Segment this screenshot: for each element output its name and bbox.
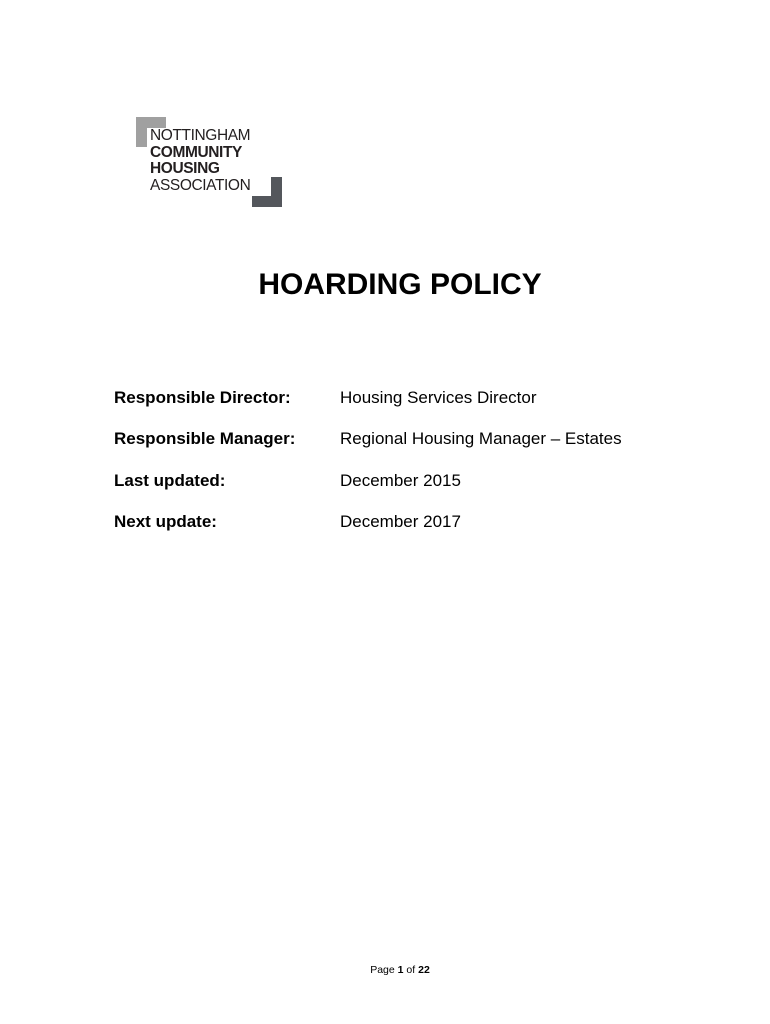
field-value: Housing Services Director <box>340 388 537 407</box>
logo-line-nottingham: NOTTINGHAM <box>150 127 251 144</box>
page-current: 1 <box>397 964 404 976</box>
field-label: Responsible Director: <box>114 388 291 407</box>
logo-line-association: ASSOCIATION <box>150 176 251 194</box>
field-value: Regional Housing Manager – Estates <box>340 429 622 448</box>
logo-line-community: COMMUNITY <box>150 143 242 161</box>
logo-bracket-bottom-right-horizontal <box>252 196 282 207</box>
field-value: December 2015 <box>340 471 461 490</box>
page-total: 22 <box>418 964 430 976</box>
logo-line-housing: HOUSING <box>150 160 220 177</box>
field-label: Next update: <box>114 512 217 531</box>
field-label: Last updated: <box>114 471 226 490</box>
nottingham-community-housing-logo <box>136 117 282 207</box>
page-prefix: Page <box>370 964 395 976</box>
page-of: of <box>406 964 416 976</box>
page-number-footer <box>0 964 770 976</box>
field-value: December 2017 <box>340 512 461 531</box>
document-title: HOARDING POLICY <box>258 268 542 301</box>
field-label: Responsible Manager: <box>114 429 296 448</box>
logo-wordmark <box>150 128 250 194</box>
